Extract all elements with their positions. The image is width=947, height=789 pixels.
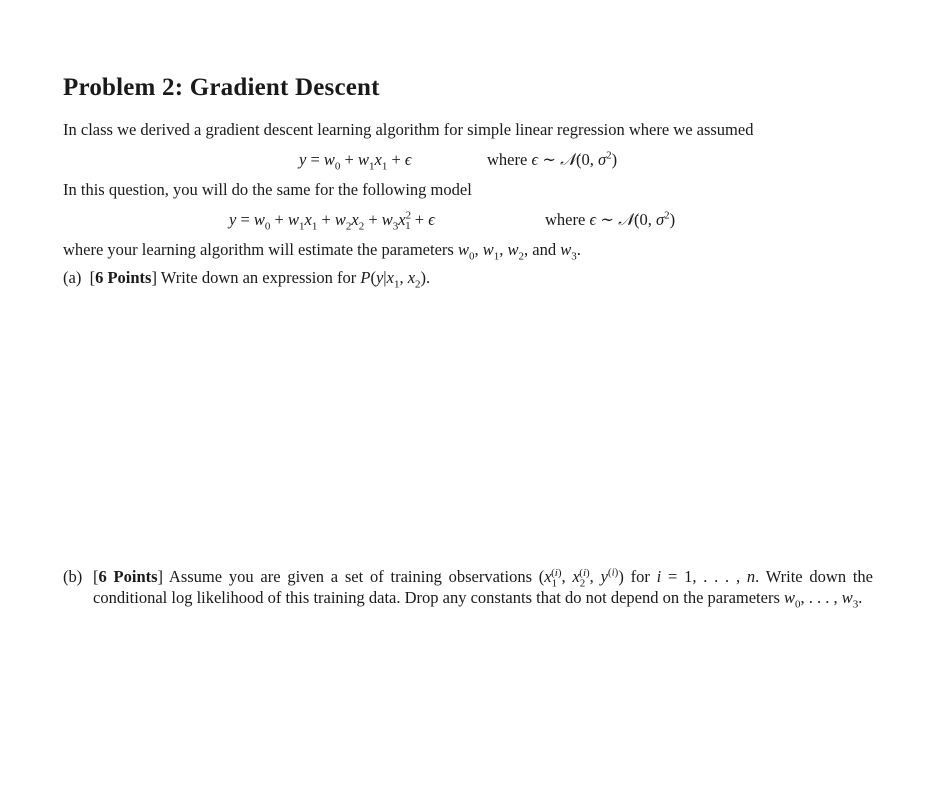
intro2-paragraph: In this question, you will do the same for the following model (63, 180, 472, 199)
part-a-question: (a) [6 Points] Write down an expression for $P(y|x_1$, $x_2$). (63, 268, 431, 291)
equation-quadratic-noise: where ϵ ∼ 𝒩(0, $\sigma^2$) (545, 209, 676, 229)
equation-simple-model: $y = w_0 + w_1x_1 + \epsilon$ (299, 150, 412, 173)
equation-simple-noise: where ϵ ∼ 𝒩(0, $\sigma^2$) (487, 149, 618, 169)
part-b-label: (b) (63, 567, 83, 586)
problem-title: Problem 2: Gradient Descent (63, 74, 380, 101)
part-a-points: 6 Points (95, 268, 152, 287)
intro-paragraph: In class we derived a gradient descent learning algorithm for simple linear regression where we assumed (63, 120, 754, 139)
part-a-label: (a) (63, 268, 82, 287)
part-b-question (63, 566, 874, 611)
part-b-points: 6 Points (98, 567, 158, 586)
part-b-body: [6 Points] Assume you are given a set of training observations ($x_1^{(i)}$, $x_2^{(i)}$, $y^{(i)}$) for i = 1, . . . , n. Write down the conditional log likelihood of this training data. Drop any constants that do not depend on the parameters $w_0$, . . . , $w_3$. (93, 566, 874, 611)
equation-quadratic-model: $y = w_0 + w_1x_1 + w_2x_2 + w_3x^2_1 + \epsilon$ (229, 209, 435, 233)
parameters-paragraph: where your learning algorithm will estimate the parameters $w_0$, $w_1$, $w_2$, and $w_3$. (63, 240, 581, 263)
part-b-text1: Assume you are given a set of training observations (168, 567, 533, 586)
